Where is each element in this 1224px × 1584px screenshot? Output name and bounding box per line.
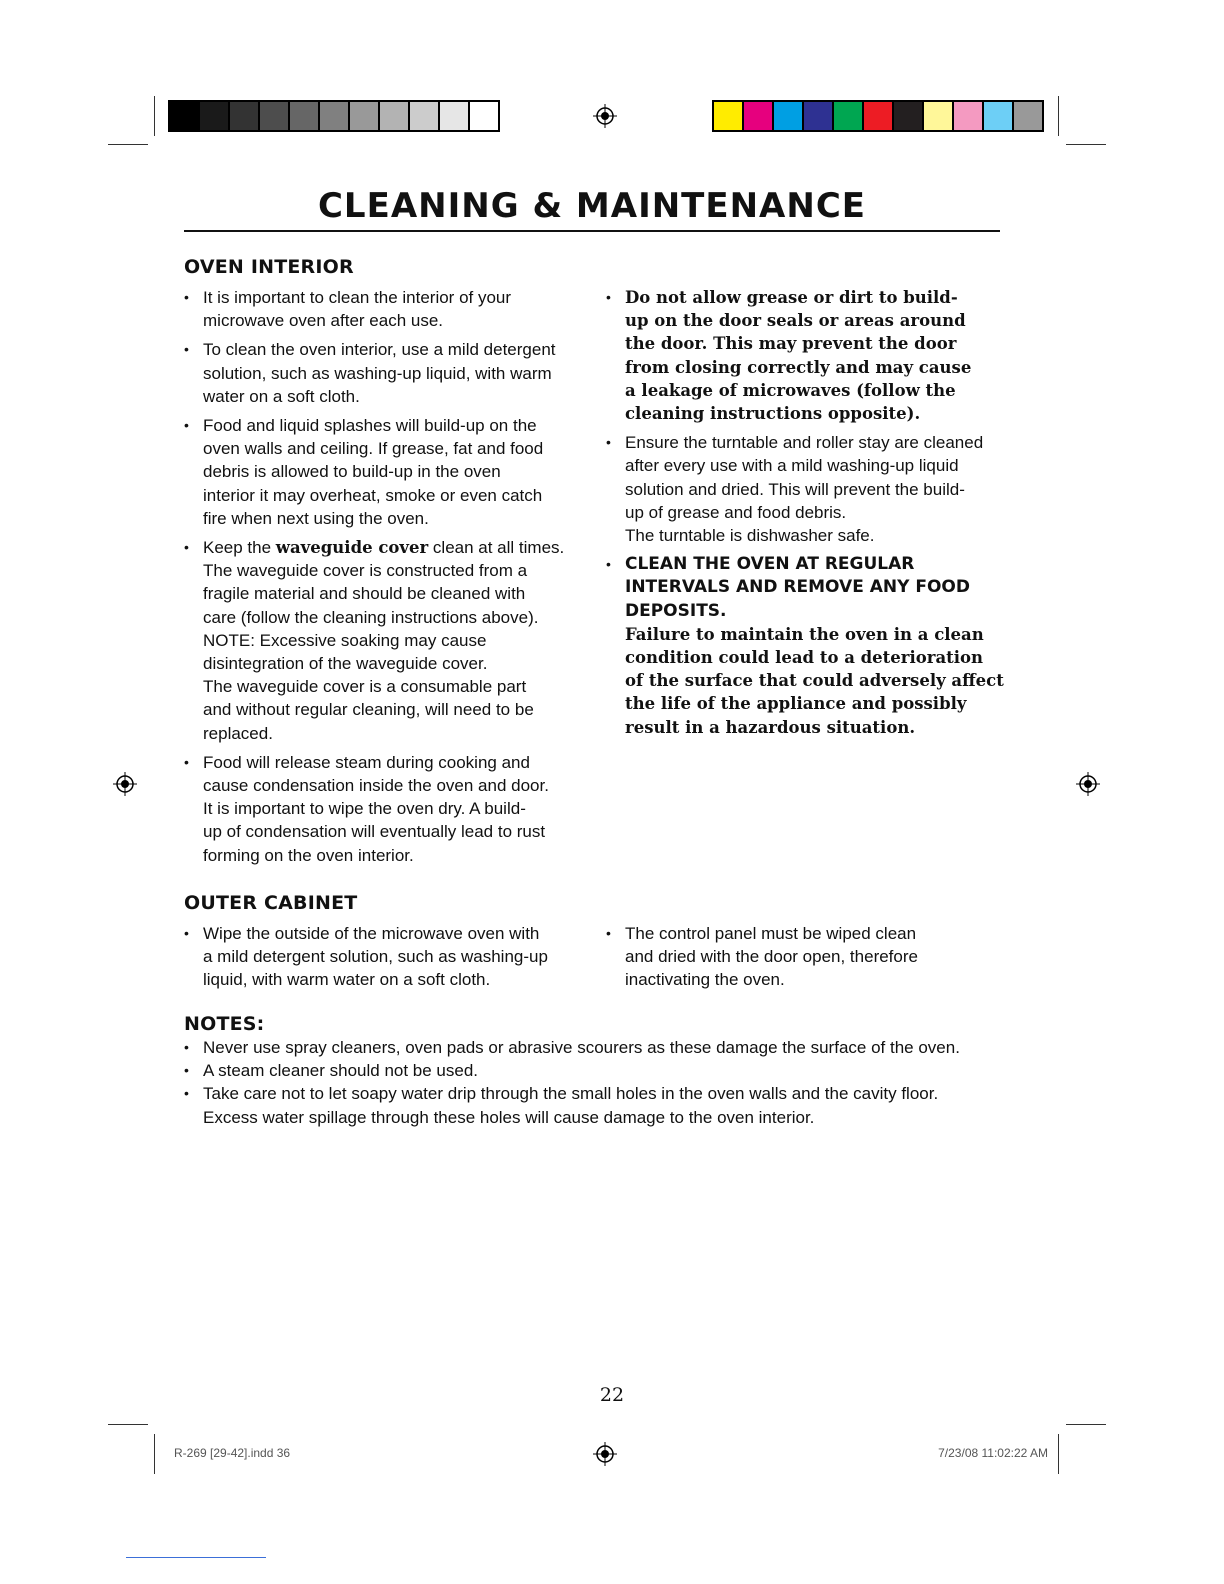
gray-swatch <box>170 102 200 130</box>
crop-mark <box>154 96 155 136</box>
list-item: • Food and liquid splashes will build-up on the oven walls and ceiling. If grease, fat and food debris is allowed to build-up in the oven interior it may overheat, smoke or even catch fire when next using the oven. <box>184 414 584 530</box>
color-swatch <box>774 102 804 130</box>
color-swatch <box>864 102 894 130</box>
color-swatch <box>834 102 864 130</box>
color-swatch <box>744 102 774 130</box>
color-swatch <box>714 102 744 130</box>
gray-swatch <box>320 102 350 130</box>
list-item: • Wipe the outside of the microwave oven with a mild detergent solution, such as washing-up liquid, with warm water on a soft cloth. <box>184 922 584 992</box>
registration-mark-icon <box>593 1442 617 1466</box>
gray-swatch <box>380 102 410 130</box>
page-title: CLEANING & MAINTENANCE <box>317 186 867 226</box>
gray-swatch <box>470 102 498 130</box>
registration-mark-icon <box>593 104 617 128</box>
registration-mark-icon <box>113 772 137 796</box>
gray-swatch <box>290 102 320 130</box>
gray-swatch <box>410 102 440 130</box>
oven-interior-left-list <box>184 286 584 873</box>
gray-swatch <box>260 102 290 130</box>
color-swatch <box>924 102 954 130</box>
regular-cleaning-warning-item: • CLEAN THE OVEN AT REGULAR INTERVALS AND REMOVE ANY FOOD DEPOSITS. Failure to maintain the oven in a clean condition could lead to a deterioration of the surface that could adversely affect the life of the appliance and possibly result in a hazardous situation. <box>606 553 1006 739</box>
crop-mark <box>1066 1424 1106 1425</box>
outer-cabinet-heading: OUTER CABINET <box>184 892 358 914</box>
crop-mark <box>154 1434 155 1474</box>
color-calibration-bar <box>712 100 1044 132</box>
color-swatch <box>894 102 924 130</box>
color-swatch <box>984 102 1014 130</box>
color-swatch <box>954 102 984 130</box>
file-slug: R-269 [29-42].indd 36 <box>174 1446 291 1460</box>
door-seal-warning-item: • Do not allow grease or dirt to build- up on the door seals or areas around the door. This may prevent the door from closing correctly and may cause a leakage of microwaves (follow the cleaning instructions opposite). <box>606 286 1006 425</box>
list-item: • The control panel must be wiped clean and dried with the door open, therefore inactivating the oven. <box>606 922 1006 992</box>
underline-artifact <box>126 1557 266 1558</box>
outer-cabinet-right-list <box>606 922 1006 998</box>
crop-mark <box>1058 1434 1059 1474</box>
turntable-item: • Ensure the turntable and roller stay are cleaned after every use with a mild washing-up liquid solution and dried. This will prevent the build- up of grease and food debris. The turntable is dishwasher safe. <box>606 431 1006 547</box>
list-item: • A steam cleaner should not be used. <box>184 1059 1004 1082</box>
gray-swatch <box>440 102 470 130</box>
list-item: • Food will release steam during cooking and cause condensation inside the oven and door. It is important to wipe the oven dry. A build- up of condensation will eventually lead to rust forming on the oven interior. <box>184 751 584 867</box>
list-item: • Take care not to let soapy water drip through the small holes in the oven walls and the cavity floor. Excess water spillage through these holes will cause damage to the oven interior. <box>184 1082 1004 1128</box>
notes-heading: NOTES: <box>184 1013 265 1035</box>
outer-cabinet-left-list <box>184 922 584 998</box>
crop-mark <box>1066 144 1106 145</box>
grayscale-calibration-bar <box>168 100 500 132</box>
color-swatch <box>804 102 834 130</box>
gray-swatch <box>200 102 230 130</box>
gray-swatch <box>230 102 260 130</box>
oven-interior-heading: OVEN INTERIOR <box>184 256 354 278</box>
color-swatch <box>1014 102 1042 130</box>
crop-mark <box>108 1424 148 1425</box>
gray-swatch <box>350 102 380 130</box>
waveguide-cover-term: waveguide cover <box>275 538 429 558</box>
crop-mark <box>108 144 148 145</box>
notes-list <box>184 1036 1004 1129</box>
print-timestamp: 7/23/08 11:02:22 AM <box>938 1446 1048 1460</box>
oven-interior-right-list <box>606 286 1006 745</box>
waveguide-list-item: • Keep the waveguide cover clean at all times. The waveguide cover is constructed from a fragile material and should be cleaned with care (follow the cleaning instructions above). NOTE: Excessive soaking may cause disintegration of the waveguide cover. The waveguide cover is a consumable part and without regular cleaning, will need to be replaced. <box>184 536 584 745</box>
page-number: 22 <box>599 1384 625 1406</box>
list-item: • To clean the oven interior, use a mild detergent solution, such as washing-up liquid, with warm water on a soft cloth. <box>184 338 584 408</box>
list-item: • It is important to clean the interior of your microwave oven after each use. <box>184 286 584 332</box>
crop-mark <box>1058 96 1059 136</box>
list-item: • Never use spray cleaners, oven pads or abrasive scourers as these damage the surface of the oven. <box>184 1036 1004 1059</box>
title-rule <box>184 186 1000 232</box>
registration-mark-icon <box>1076 772 1100 796</box>
